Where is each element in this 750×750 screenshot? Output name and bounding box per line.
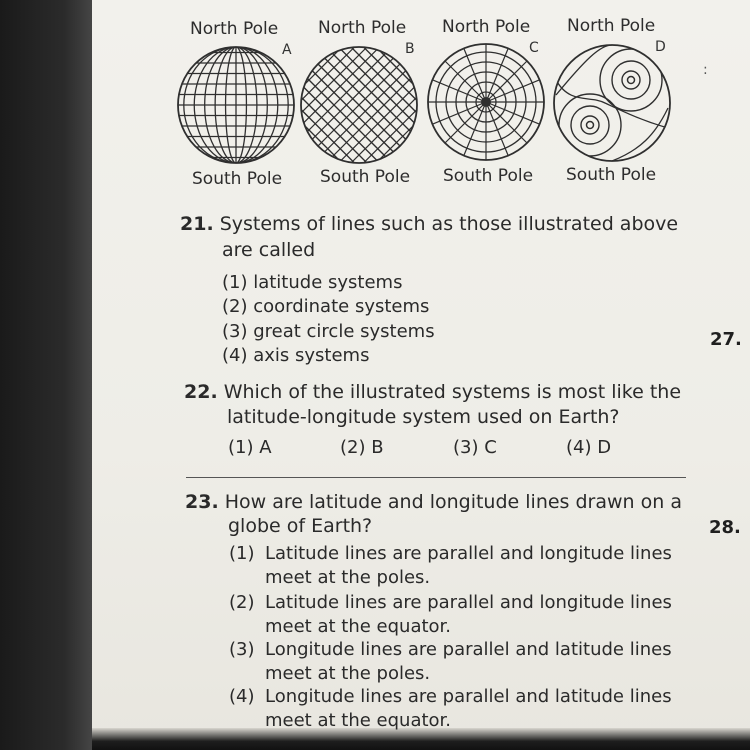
globe-a-north-label: North Pole (190, 19, 279, 39)
question-23-option-2-line1: Latitude lines are parallel and longitude lines (265, 592, 672, 613)
question-23-option-1-line1: Latitude lines are parallel and longitude lines (265, 543, 672, 564)
question-23-option-1-number: (1) (229, 543, 255, 564)
side-number-27: 27. (710, 329, 742, 350)
globe-d-diagram (554, 45, 670, 161)
globe-b-south-label: South Pole (320, 167, 411, 187)
globe-c-south-label: South Pole (443, 166, 534, 186)
question-21-option-2: (2) coordinate systems (222, 296, 430, 317)
globe-d-letter: D (655, 39, 666, 55)
question-23-text-line1: How are latitude and longitude lines drawn on a (224, 491, 682, 513)
question-22-option-3: (3) C (453, 437, 497, 458)
question-22-option-4: (4) D (566, 437, 612, 458)
globe-b-north-label: North Pole (318, 18, 407, 38)
question-23-option-2-number: (2) (229, 592, 255, 613)
question-21-option-1: (1) latitude systems (222, 272, 403, 293)
question-21-text-line2: are called (222, 239, 316, 261)
question-21-text-line1: Systems of lines such as those illustrated above (219, 213, 679, 235)
section-divider (186, 477, 686, 478)
globe-a-south-label: South Pole (192, 169, 283, 189)
globe-c-letter: C (529, 40, 539, 56)
stray-mark: : (703, 62, 708, 78)
question-22-number: 22. (184, 381, 218, 403)
question-23-text-line2: globe of Earth? (228, 515, 373, 537)
question-22-text-line1: Which of the illustrated systems is most like the (223, 381, 682, 403)
question-22-text-line2: latitude-longitude system used on Earth? (227, 406, 620, 428)
question-21-number: 21. (180, 213, 214, 235)
globe-c-diagram (428, 44, 544, 160)
globe-a-letter: A (282, 42, 292, 58)
globe-d-north-label: North Pole (567, 16, 656, 36)
question-22-option-1: (1) A (228, 437, 272, 458)
question-22-option-2: (2) B (340, 437, 384, 458)
question-23-option-3-number: (3) (229, 639, 255, 660)
question-22 (184, 380, 681, 404)
question-23-option-3-line2: meet at the poles. (265, 663, 431, 684)
question-21 (180, 212, 678, 236)
question-23-option-1-line2: meet at the poles. (265, 567, 431, 588)
question-23-option-2-line2: meet at the equator. (265, 616, 452, 637)
question-23-option-4-line1: Longitude lines are parallel and latitude lines (265, 686, 672, 707)
question-23-number: 23. (185, 491, 219, 513)
question-23-option-4-line2: meet at the equator. (265, 710, 452, 731)
globe-d-south-label: South Pole (566, 165, 657, 185)
globe-b-letter: B (405, 41, 415, 57)
question-23 (185, 490, 682, 514)
question-23-option-4-number: (4) (229, 686, 255, 707)
side-number-28: 28. (709, 517, 741, 538)
question-21-option-4: (4) axis systems (222, 345, 370, 366)
question-23-option-3-line1: Longitude lines are parallel and latitude lines (265, 639, 672, 660)
globe-c-north-label: North Pole (442, 17, 531, 37)
question-21-option-3: (3) great circle systems (222, 321, 435, 342)
globe-a-diagram (176, 47, 296, 163)
